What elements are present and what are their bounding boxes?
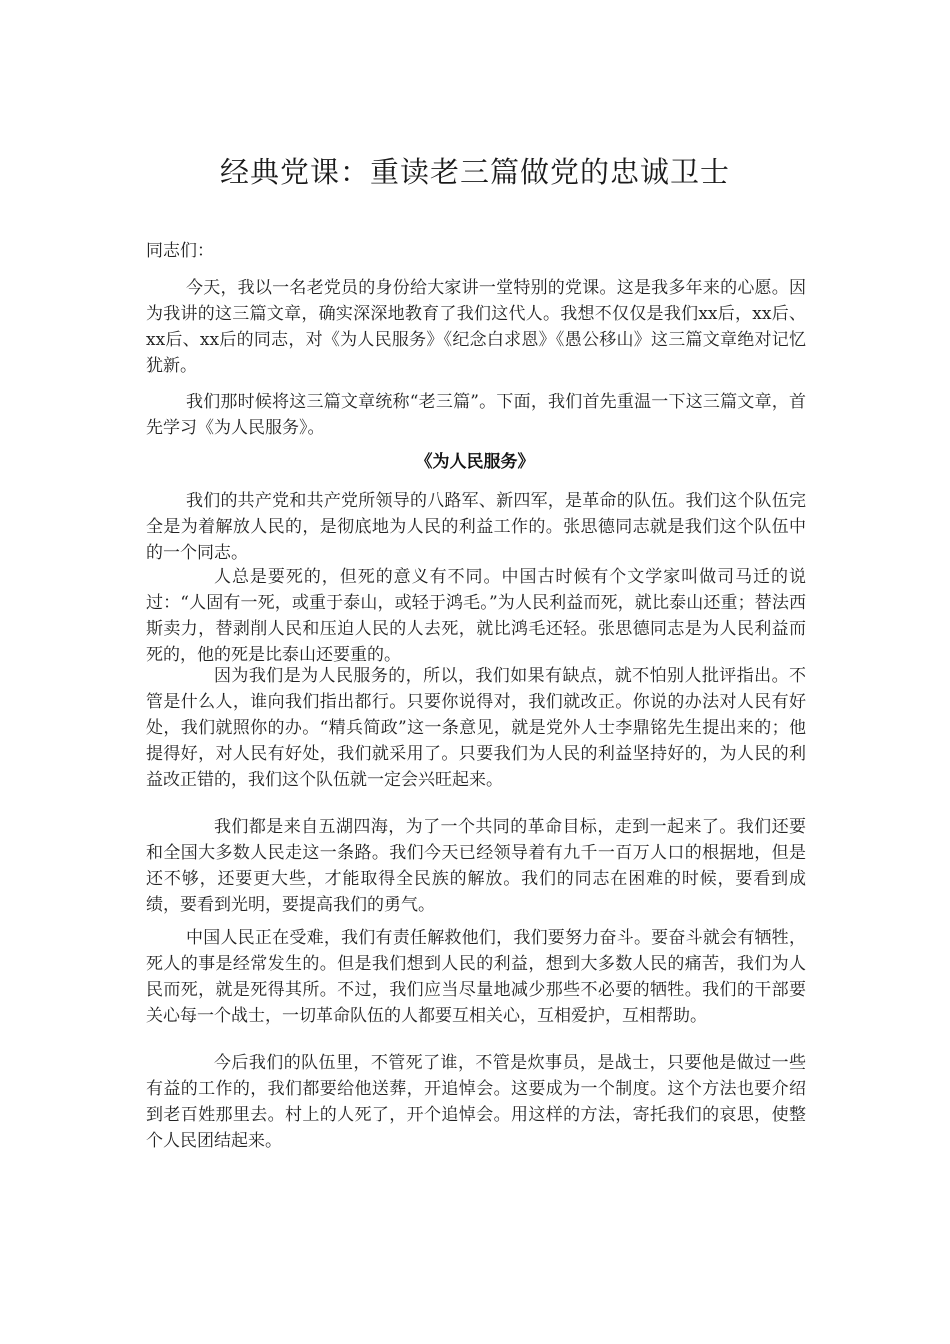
section-title: 《为人民服务》 (415, 452, 535, 472)
section-paragraph-1: 我们的共产党和共产党所领导的八路军、新四军，是革命的队伍。我们这个队伍完全是为着解放人民的，是彻底地为人民的利益工作的。张思德同志就是我们这个队伍中的一个同志。 (146, 491, 806, 563)
section-paragraph-5: 中国人民正在受难，我们有责任解救他们，我们要努力奋斗。要奋斗就会有牺牲，死人的事是经常发生的。但是我们想到人民的利益，想到大多数人民的痛苦，我们为人民而死，就是死得其所。不过，我们应当尽量地减少那些不必要的牺牲。我们的干部要关心每一个战士，一切革命队伍的人都要互相关心，互相爱护，互相帮助。 (146, 928, 806, 1026)
section-paragraph-6: 今后我们的队伍里，不管死了谁，不管是炊事员，是战士，只要他是做过一些有益的工作的，我们都要给他送葬，开追悼会。这要成为一个制度。这个方法也要介绍到老百姓那里去。村上的人死了，开个追悼会。用这样的方法，寄托我们的哀思，使整个人民团结起来。 (146, 1053, 806, 1151)
salutation: 同志们： (146, 241, 214, 261)
document-title: 经典党课：重读老三篇做党的忠诚卫士 (219, 155, 730, 189)
section-paragraph-3: 因为我们是为人民服务的，所以，我们如果有缺点，就不怕别人批评指出。不管是什么人，谁向我们指出都行。只要你说得对，我们就改正。你说的办法对人民有好处，我们就照你的办。“精兵简政”这一条意见，就是党外人士李鼎铭先生提出来的；他提得好，对人民有好处，我们就采用了。只要我们为人民的利益坚持好的，为人民的利益改正错的，我们这个队伍就一定会兴旺起来。 (146, 666, 806, 790)
section-paragraph-4: 我们都是来自五湖四海，为了一个共同的革命目标，走到一起来了。我们还要和全国大多数人民走这一条路。我们今天已经领导着有九千一百万人口的根据地，但是还不够，还要更大些，才能取得全民族的解放。我们的同志在困难的时候，要看到成绩，要看到光明，要提高我们的勇气。 (146, 817, 806, 915)
intro-paragraph-2: 我们那时候将这三篇文章统称“老三篇”。下面，我们首先重温一下这三篇文章，首先学习《为人民服务》。 (146, 392, 806, 438)
section-paragraph-2: 人总是要死的，但死的意义有不同。中国古时候有个文学家叫做司马迁的说过：“人固有一死，或重于泰山，或轻于鸿毛。”为人民利益而死，就比泰山还重；替法西斯卖力，替剥削人民和压迫人民的人去死，就比鸿毛还轻。张思德同志是为人民利益而死的，他的死是比泰山还要重的。 (146, 567, 806, 665)
intro-paragraph-1: 今天，我以一名老党员的身份给大家讲一堂特别的党课。这是我多年来的心愿。因为我讲的这三篇文章，确实深深地教育了我们这代人。我想不仅仅是我们xx后，xx后、xx后、xx后的同志，对《为人民服务》《纪念白求恩》《愚公移山》这三篇文章绝对记忆犹新。 (146, 278, 806, 376)
